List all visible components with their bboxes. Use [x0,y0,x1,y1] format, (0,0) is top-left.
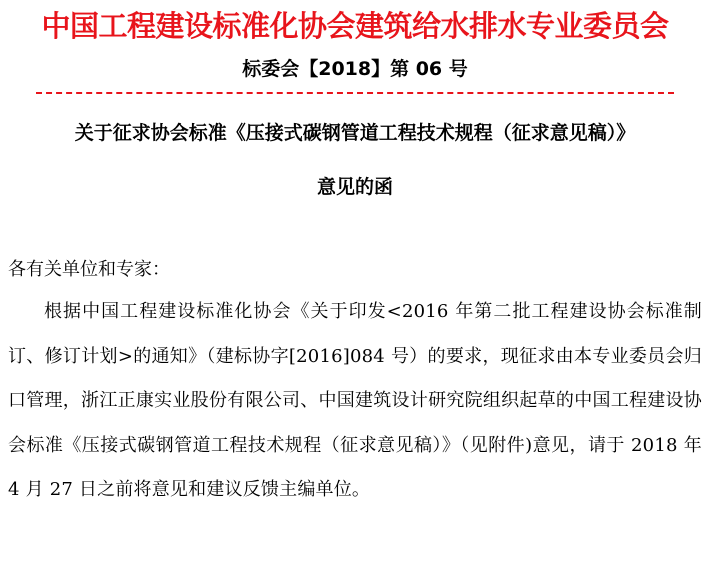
organization-title: 中国工程建设标准化协会建筑给水排水专业委员会 [41,9,669,43]
body-paragraph: 根据中国工程建设标准化协会《关于印发<2016 年第二批工程建设协会标准制订、修订计划>的通知》（建标协字[2016]084 号）的要求，现征求由本专业委员会归口管理，浙江正康实业股份有限公司、中国建筑设计研究院组织起草的中国工程建设协会标准《压接式碳钢管道工程技术规程（征求意见稿）》（见附件)意见，请于 2018 年 4 月 27 日之前将意见和建议反馈主编单位。 [8,301,702,500]
letter-title-line-2: 意见的函 [316,176,393,198]
letter-title-line-1: 关于征求协会标准《压接式碳钢管道工程技术规程（征求意见稿）》 [74,122,636,144]
document-number: 标委会【2018】第 06 号 [242,58,468,80]
red-divider [36,92,674,94]
salutation: 各有关单位和专家： [8,259,170,280]
